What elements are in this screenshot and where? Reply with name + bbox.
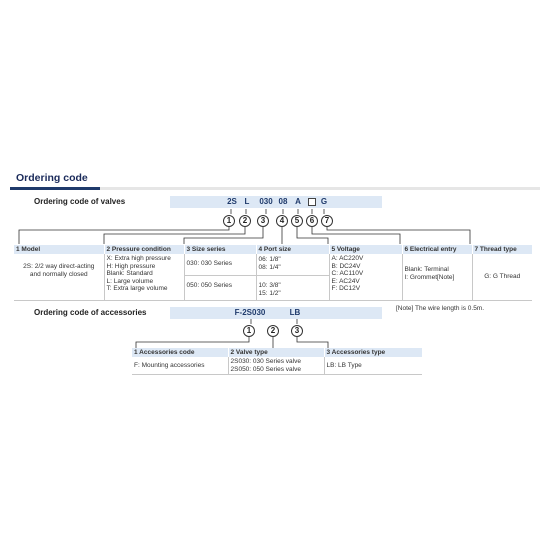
port-15: 15: 1/2" xyxy=(258,289,281,297)
code-seg-port: 08 xyxy=(278,197,288,206)
voltage-c: C: AC110V xyxy=(331,270,364,277)
header-pressure: 2 Pressure condition xyxy=(104,245,184,254)
port-030-group xyxy=(257,254,329,276)
acc-cell-type xyxy=(324,357,422,375)
acc-cell-valve xyxy=(228,357,324,375)
code-seg-size: 030 xyxy=(259,197,273,206)
valve-circle-5: 5 xyxy=(291,215,303,227)
voltage-e: E: AC24V xyxy=(331,277,360,285)
acc-valve-030: 2S030: 030 Series valve xyxy=(230,358,301,365)
pressure-t: T: Extra large volume xyxy=(106,285,168,292)
accessories-heading: Ordering code of accessories xyxy=(34,308,147,317)
cell-port xyxy=(256,254,329,300)
size-030: 030: 030 Series xyxy=(185,254,256,276)
code-seg-voltage: A xyxy=(295,197,301,206)
table-row xyxy=(132,357,422,375)
header-port: 4 Port size xyxy=(256,245,329,254)
entry-terminal: Blank: Terminal xyxy=(404,266,449,273)
port-050-group xyxy=(257,276,329,299)
acc-circle-2: 2 xyxy=(267,325,279,337)
accessory-code-bar xyxy=(170,307,382,319)
pressure-x: X: Extra high pressure xyxy=(106,255,171,262)
acc-type-lb: LB: LB Type xyxy=(326,361,362,369)
acc-code-seg-1: F-2S030 xyxy=(234,308,266,317)
header-entry: 6 Electrical entry xyxy=(402,245,472,254)
pressure-l: L: Large volume xyxy=(106,277,154,285)
header-thread: 7 Thread type xyxy=(472,245,532,254)
code-seg-thread: G xyxy=(320,197,328,206)
header-size: 3 Size series xyxy=(184,245,256,254)
cell-size xyxy=(184,254,256,300)
thread-g: G: G Thread xyxy=(484,273,521,280)
valve-circle-2: 2 xyxy=(239,215,251,227)
valve-circle-7: 7 xyxy=(321,215,333,227)
header-voltage: 5 Voltage xyxy=(329,245,402,254)
acc-circle-1: 1 xyxy=(243,325,255,337)
header-model: 1 Model xyxy=(14,245,104,254)
cell-model xyxy=(14,254,104,300)
voltage-f: F: DC12V xyxy=(331,285,361,292)
valve-circle-1: 1 xyxy=(223,215,235,227)
acc-code-f: F: Mounting accessories xyxy=(134,361,205,369)
page-title: Ordering code xyxy=(16,172,88,184)
voltage-b: B: DC24V xyxy=(331,262,361,270)
valves-heading: Ordering code of valves xyxy=(34,197,126,206)
valve-circle-6: 6 xyxy=(306,215,318,227)
size-050: 050: 050 Series xyxy=(186,282,233,289)
model-line-1: 2S: 2/2 way direct-acting xyxy=(23,263,95,270)
valve-circle-4: 4 xyxy=(276,215,288,227)
acc-header-type: 3 Accessories type xyxy=(324,348,422,357)
cell-entry xyxy=(402,254,472,300)
pressure-blank: Blank: Standard xyxy=(106,270,153,277)
model-line-2: and normally closed xyxy=(29,270,88,278)
accessory-options-table xyxy=(132,348,422,375)
acc-code-seg-2: LB xyxy=(289,308,301,317)
acc-cell-code xyxy=(132,357,228,375)
port-06: 06: 1/8" xyxy=(258,256,281,263)
cell-voltage xyxy=(329,254,402,300)
port-10: 10: 3/8" xyxy=(258,282,281,289)
voltage-a: A: AC220V xyxy=(331,255,364,262)
entry-grommet: I: Grommet[Note] xyxy=(404,273,455,281)
acc-header-valve: 2 Valve type xyxy=(228,348,324,357)
port-08: 08: 1/4" xyxy=(258,263,281,271)
valve-options-table xyxy=(14,245,532,301)
cell-pressure xyxy=(104,254,184,300)
table-row xyxy=(14,254,532,300)
acc-valve-050: 2S050: 050 Series valve xyxy=(230,365,301,373)
acc-header-code: 1 Accessories code xyxy=(132,348,228,357)
acc-header-row xyxy=(132,348,422,357)
code-seg-pressure: L xyxy=(244,197,250,206)
code-seg-model: 2S xyxy=(227,197,237,206)
cell-thread xyxy=(472,254,532,300)
acc-circle-3: 3 xyxy=(291,325,303,337)
table-header-row xyxy=(14,245,532,254)
valve-circle-3: 3 xyxy=(257,215,269,227)
wire-note: [Note] The wire length is 0.5m. xyxy=(396,305,485,312)
pressure-h: H: High pressure xyxy=(106,262,156,270)
